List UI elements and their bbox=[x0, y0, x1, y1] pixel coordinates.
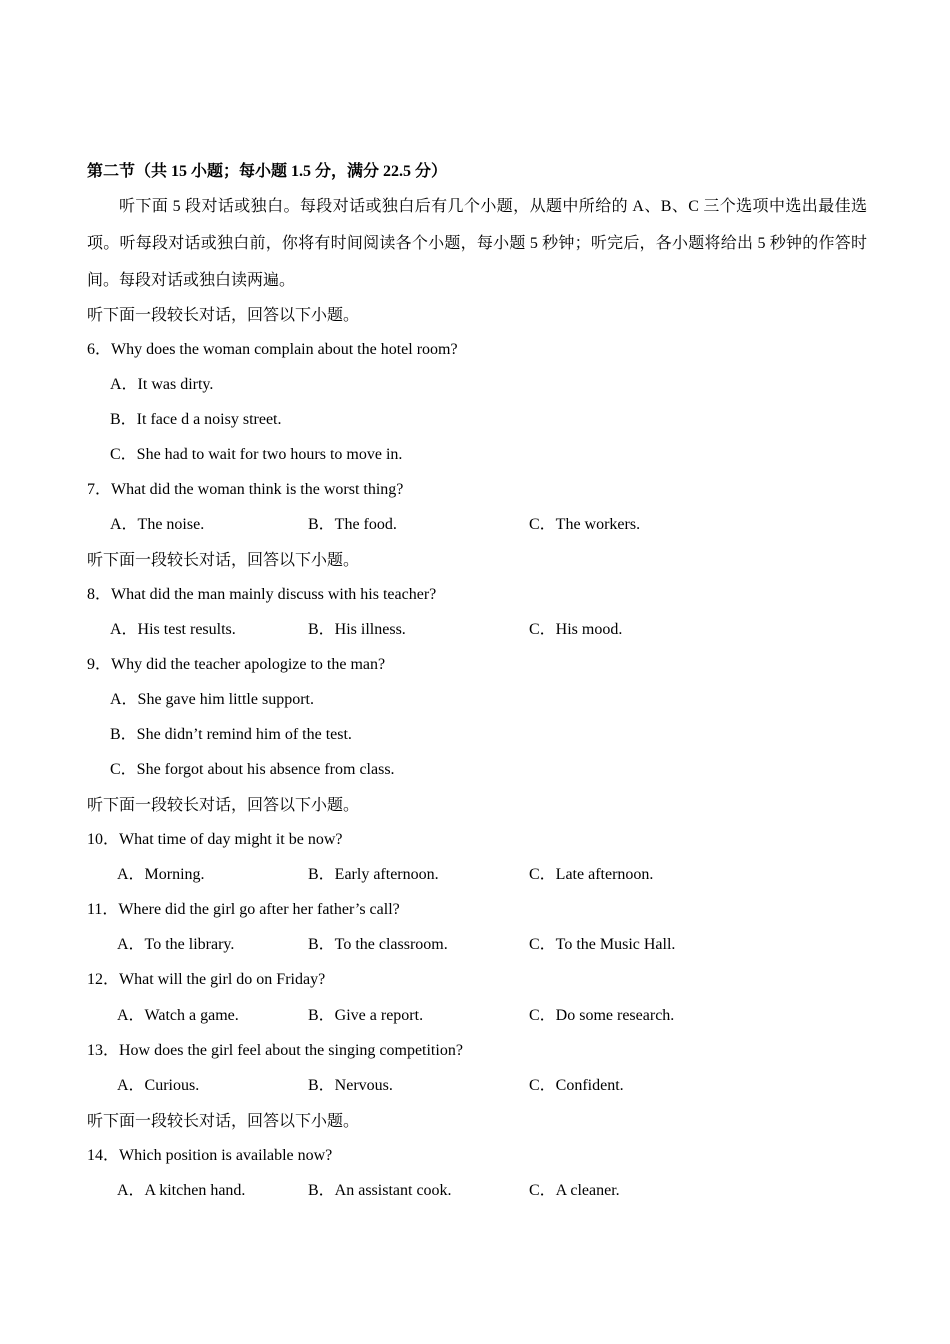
question-9: 9．Why did the teacher apologize to the man? bbox=[87, 656, 386, 673]
option-b[interactable]: B．An assistant cook. bbox=[308, 1182, 452, 1199]
option-a[interactable]: A．She gave him little support. bbox=[110, 691, 314, 708]
option-c[interactable]: C．Late afternoon. bbox=[529, 866, 654, 883]
option-b[interactable]: B．Give a report. bbox=[308, 1007, 424, 1024]
option-a[interactable]: A．Curious. bbox=[117, 1077, 200, 1094]
question-13: 13．How does the girl feel about the singing competition? bbox=[87, 1042, 463, 1059]
question-8: 8．What did the man mainly discuss with his teacher? bbox=[87, 586, 437, 603]
instructions-paragraph: 听下面 5 段对话或独白。每段对话或独白后有几个小题，从题中所给的 A、B、C 三个选项中选出最佳选项。听每段对话或独白前，你将有时间阅读各个小题，每小题 5 秒钟；听完后，各小题将给出 5 秒钟的作答时间。每段对话或独白读两遍。 bbox=[87, 198, 867, 289]
option-a[interactable]: A．Morning. bbox=[117, 866, 205, 883]
question-11: 11．Where did the girl go after her father’s call? bbox=[87, 901, 400, 918]
option-c[interactable]: C．She had to wait for two hours to move in. bbox=[110, 446, 403, 463]
question-12: 12．What will the girl do on Friday? bbox=[87, 971, 326, 988]
dialogue-prompt: 听下面一段较长对话，回答以下小题。 bbox=[87, 307, 360, 324]
option-a[interactable]: A．A kitchen hand. bbox=[117, 1182, 246, 1199]
question-10: 10．What time of day might it be now? bbox=[87, 831, 343, 848]
option-b[interactable]: B．To the classroom. bbox=[308, 936, 448, 953]
option-a[interactable]: A．His test results. bbox=[110, 621, 236, 638]
dialogue-prompt: 听下面一段较长对话，回答以下小题。 bbox=[87, 797, 360, 814]
question-7: 7．What did the woman think is the worst thing? bbox=[87, 481, 404, 498]
option-b[interactable]: B．Early afternoon. bbox=[308, 866, 439, 883]
option-c[interactable]: C．To the Music Hall. bbox=[529, 936, 676, 953]
dialogue-prompt: 听下面一段较长对话，回答以下小题。 bbox=[87, 552, 360, 569]
question-14: 14．Which position is available now? bbox=[87, 1147, 333, 1164]
option-c[interactable]: C．A cleaner. bbox=[529, 1182, 620, 1199]
option-c[interactable]: C．The workers. bbox=[529, 516, 641, 533]
option-b[interactable]: B．She didn’t remind him of the test. bbox=[110, 726, 352, 743]
option-a[interactable]: A．Watch a game. bbox=[117, 1007, 239, 1024]
question-6: 6．Why does the woman complain about the hotel room? bbox=[87, 341, 458, 358]
option-c[interactable]: C．His mood. bbox=[529, 621, 623, 638]
option-c[interactable]: C．She forgot about his absence from class. bbox=[110, 761, 395, 778]
option-b[interactable]: B．Nervous. bbox=[308, 1077, 393, 1094]
option-c[interactable]: C．Confident. bbox=[529, 1077, 624, 1094]
option-a[interactable]: A．The noise. bbox=[110, 516, 205, 533]
option-a[interactable]: A．To the library. bbox=[117, 936, 235, 953]
option-a[interactable]: A．It was dirty. bbox=[110, 376, 214, 393]
option-b[interactable]: B．His illness. bbox=[308, 621, 406, 638]
option-b[interactable]: B．It face d a noisy street. bbox=[110, 411, 282, 428]
section-heading: 第二节（共 15 小题；每小题 1.5 分，满分 22.5 分） bbox=[87, 163, 448, 180]
dialogue-prompt: 听下面一段较长对话，回答以下小题。 bbox=[87, 1113, 360, 1130]
option-b[interactable]: B．The food. bbox=[308, 516, 397, 533]
option-c[interactable]: C．Do some research. bbox=[529, 1007, 675, 1024]
